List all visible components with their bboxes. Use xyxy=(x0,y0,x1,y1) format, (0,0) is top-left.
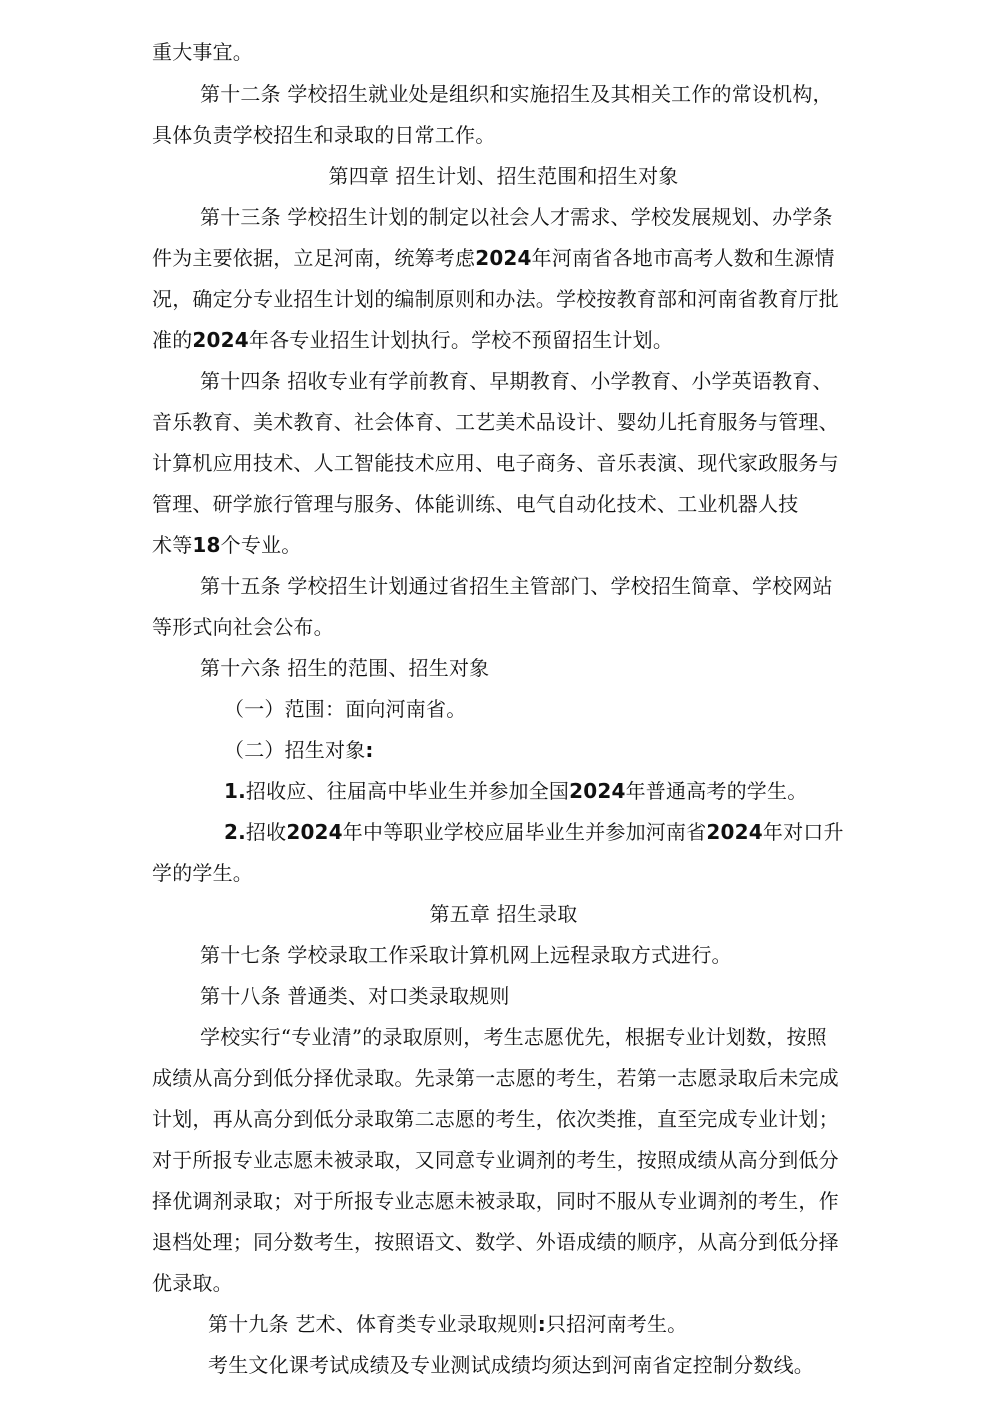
paragraph-line: 1.招收应、往届高中毕业生并参加全国2024年普通高考的学生。 xyxy=(224,779,808,803)
paragraph-line: 计算机应用技术、人工智能技术应用、电子商务、音乐表演、现代家政服务与 xyxy=(152,451,839,475)
paragraph-line: 计划，再从高分到低分录取第二志愿的考生，依次类推，直至完成专业计划； xyxy=(152,1107,839,1131)
paragraph-line: 第十八条 普通类、对口类录取规则 xyxy=(200,984,510,1008)
paragraph-line: 重大事宜。 xyxy=(152,40,253,64)
paragraph-line: 第十五条 学校招生计划通过省招生主管部门、学校招生简章、学校网站 xyxy=(200,574,833,598)
paragraph-line: 术等18个专业。 xyxy=(152,533,302,557)
paragraph-line: 考生文化课考试成绩及专业测试成绩均须达到河南省定控制分数线。 xyxy=(208,1353,814,1377)
paragraph-line: 等形式向社会公布。 xyxy=(152,615,334,639)
paragraph-line: 准的2024年各专业招生计划执行。学校不预留招生计划。 xyxy=(152,328,674,352)
paragraph-line: 况，确定分专业招生计划的编制原则和办法。学校按教育部和河南省教育厅批 xyxy=(152,287,839,311)
paragraph-line: 优录取。 xyxy=(152,1271,233,1295)
paragraph-line: 音乐教育、美术教育、社会体育、工艺美术品设计、婴幼儿托育服务与管理、 xyxy=(152,410,839,434)
paragraph-line: 学校实行“专业清”的录取原则，考生志愿优先，根据专业计划数，按照 xyxy=(200,1025,827,1049)
paragraph-line: 对于所报专业志愿未被录取，又同意专业调剂的考生，按照成绩从高分到低分 xyxy=(152,1148,839,1172)
paragraph-line: 学的学生。 xyxy=(152,861,253,885)
paragraph-line: 第十四条 招收专业有学前教育、早期教育、小学教育、小学英语教育、 xyxy=(200,369,833,393)
paragraph-line: 成绩从高分到低分择优录取。先录第一志愿的考生，若第一志愿录取后未完成 xyxy=(152,1066,839,1090)
paragraph-line: 第十二条 学校招生就业处是组织和实施招生及其相关工作的常设机构， xyxy=(200,82,833,106)
chapter-heading: 第五章 招生录取 xyxy=(429,902,578,926)
paragraph-line: 第十六条 招生的范围、招生对象 xyxy=(200,656,490,680)
paragraph-line: （一）范围：面向河南省。 xyxy=(224,697,467,721)
paragraph-line: 具体负责学校招生和录取的日常工作。 xyxy=(152,123,496,147)
paragraph-line: 择优调剂录取；对于所报专业志愿未被录取，同时不服从专业调剂的考生，作 xyxy=(152,1189,839,1213)
paragraph-line: 管理、研学旅行管理与服务、体能训练、电气自动化技术、工业机器人技 xyxy=(152,492,799,516)
paragraph-line: 退档处理；同分数考生，按照语文、数学、外语成绩的顺序，从高分到低分择 xyxy=(152,1230,839,1254)
paragraph-line: 2.招收2024年中等职业学校应届毕业生并参加河南省2024年对口升 xyxy=(224,820,844,844)
paragraph-line: 件为主要依据，立足河南，统筹考虑2024年河南省各地市高考人数和生源情 xyxy=(152,246,835,270)
paragraph-line: （二）招生对象: xyxy=(224,738,374,762)
paragraph-line: 第十九条 艺术、体育类专业录取规则:只招河南考生。 xyxy=(208,1312,688,1336)
chapter-heading: 第四章 招生计划、招生范围和招生对象 xyxy=(328,164,679,188)
paragraph-line: 第十七条 学校录取工作采取计算机网上远程录取方式进行。 xyxy=(200,943,732,967)
paragraph-line: 第十三条 学校招生计划的制定以社会人才需求、学校发展规划、办学条 xyxy=(200,205,833,229)
